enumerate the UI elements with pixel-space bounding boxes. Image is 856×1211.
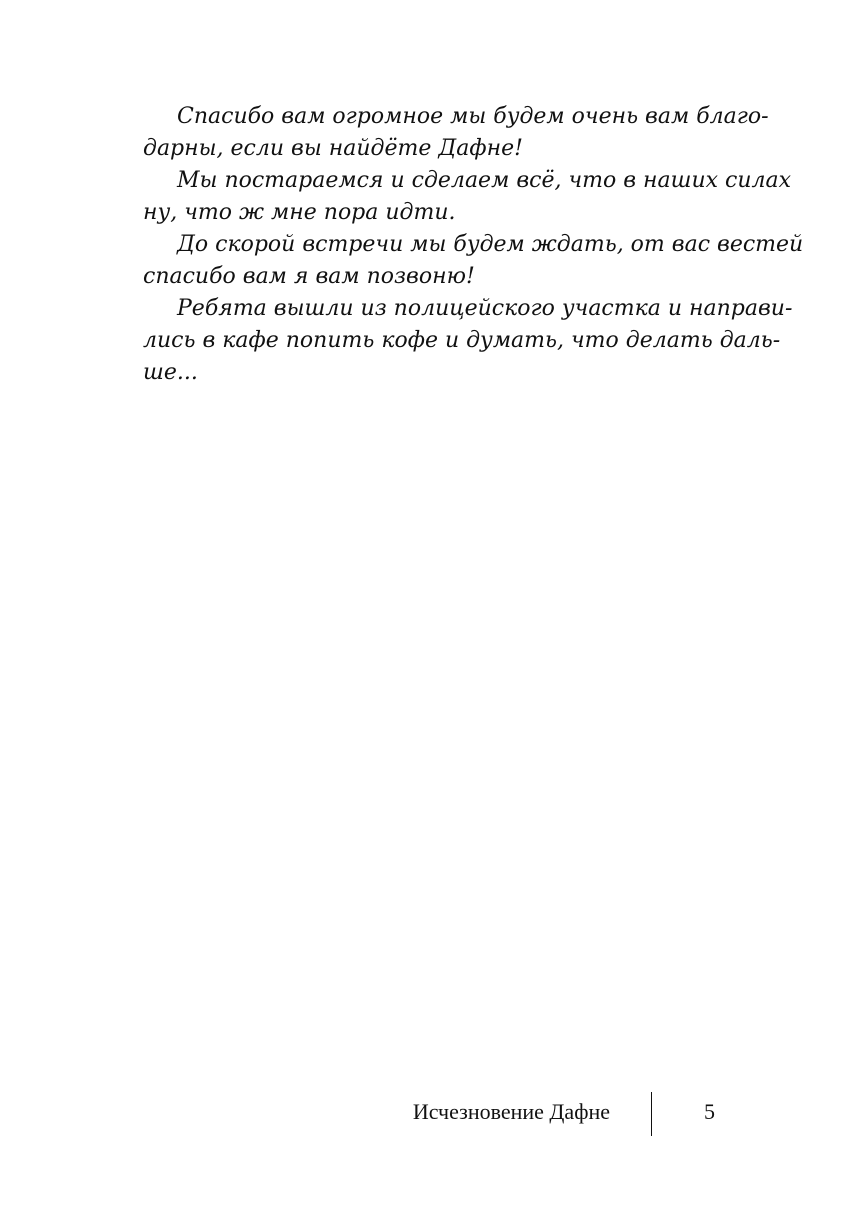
text-line: ну, что ж мне пора идти. <box>143 200 456 225</box>
text-line: спасибо вам я вам позвоню! <box>143 264 475 289</box>
text-line: дарны, если вы найдёте Дафне! <box>143 136 523 161</box>
text-line: лись в кафе попить кофе и думать, что делать даль- <box>143 328 781 353</box>
footer-divider <box>651 1092 652 1136</box>
running-footer-title: Исчезновение Дафне <box>412 1099 610 1124</box>
page-number: 5 <box>704 1099 715 1124</box>
text-line: Ребята вышли из полицейского участка и направи- <box>177 296 793 321</box>
text-line: До скорой встречи мы будем ждать, от вас вестей <box>177 232 804 257</box>
text-line: Спасибо вам огромное мы будем очень вам благо- <box>177 104 769 129</box>
page-text <box>143 101 804 389</box>
text-line: Мы постараемся и сделаем всё, что в наших силах <box>177 168 792 193</box>
text-line: ше... <box>143 360 198 385</box>
